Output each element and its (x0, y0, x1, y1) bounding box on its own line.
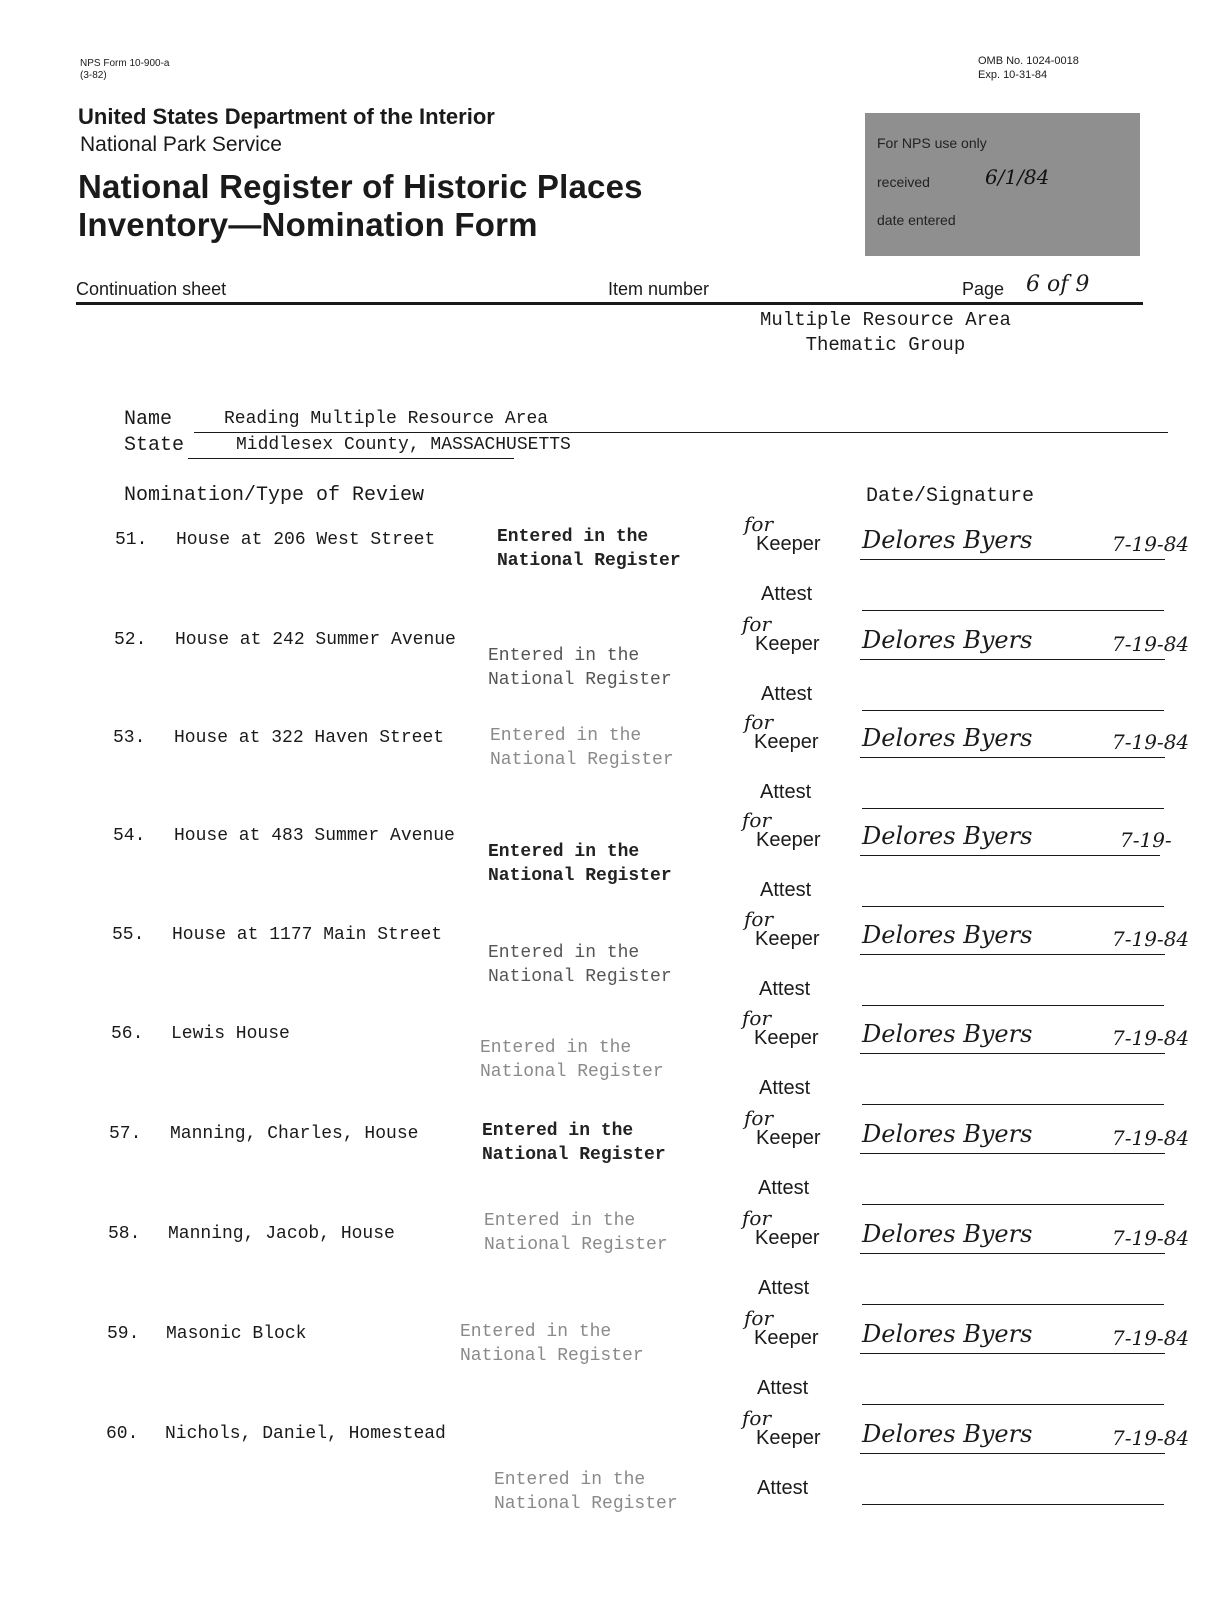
stamp-line1: Entered in the (488, 646, 640, 666)
keeper-signature: Delores Byers (862, 1120, 1033, 1148)
omb-expiry: Exp. 10-31-84 (978, 69, 1048, 81)
entry-name: House at 1177 Main Street (172, 925, 443, 945)
keeper-line (860, 954, 1165, 955)
received-value: 6/1/84 (985, 165, 1050, 189)
attest-label: Attest (760, 879, 812, 901)
for-mark: for (744, 1306, 774, 1330)
stamp-line2: National Register (460, 1346, 644, 1366)
omb-number: OMB No. 1024-0018 (978, 55, 1079, 67)
entry-name: Nichols, Daniel, Homestead (165, 1424, 446, 1444)
register-stamp (484, 1209, 668, 1257)
stamp-line1: Entered in the (480, 1038, 632, 1058)
header-rule (76, 302, 1143, 305)
entry-name: Manning, Jacob, House (168, 1224, 395, 1244)
for-mark: for (744, 1106, 774, 1130)
entry-name: House at 483 Summer Avenue (174, 826, 455, 846)
entry-number: 53. (113, 728, 146, 748)
for-mark: for (742, 612, 772, 636)
page-number: 6 of 9 (1026, 272, 1090, 297)
entry-number: 57. (109, 1124, 142, 1144)
keeper-label: Keeper (754, 731, 819, 753)
page-label: Page (962, 279, 1005, 299)
stamp-line2: National Register (488, 670, 672, 690)
register-stamp (494, 1468, 678, 1516)
form-revision: (3-82) (80, 70, 107, 81)
keeper-signature: Delores Byers (862, 626, 1033, 654)
keeper-line (860, 757, 1165, 758)
register-stamp (488, 941, 672, 989)
signature-date: 7-19-84 (1112, 1426, 1190, 1450)
stamp-line2: National Register (484, 1235, 668, 1255)
item-number-label: Item number (608, 279, 710, 299)
keeper-signature: Delores Byers (862, 921, 1033, 949)
attest-label: Attest (758, 1177, 810, 1199)
attest-label: Attest (757, 1377, 809, 1399)
keeper-signature: Delores Byers (862, 1220, 1033, 1248)
keeper-signature: Delores Byers (862, 822, 1033, 850)
for-mark: for (744, 710, 774, 734)
department-heading: United States Department of the Interior (78, 104, 495, 129)
keeper-signature: Delores Byers (862, 724, 1033, 752)
attest-line (862, 1304, 1164, 1305)
state-label: State (124, 434, 185, 457)
continuation-sheet-label: Continuation sheet (76, 279, 227, 299)
name-value: Reading Multiple Resource Area (224, 409, 549, 429)
entry-name: Lewis House (171, 1024, 290, 1044)
keeper-line (860, 855, 1160, 856)
attest-line (862, 1104, 1164, 1105)
signature-date: 7-19-84 (1112, 532, 1190, 556)
stamp-line1: Entered in the (460, 1322, 612, 1342)
entry-name: House at 242 Summer Avenue (175, 630, 456, 650)
attest-label: Attest (759, 978, 811, 1000)
keeper-label: Keeper (756, 1127, 821, 1149)
group-type (760, 308, 1011, 358)
attest-line (862, 1504, 1164, 1505)
keeper-label: Keeper (755, 1227, 820, 1249)
register-stamp (490, 724, 674, 772)
stamp-line2: National Register (494, 1494, 678, 1514)
keeper-label: Keeper (754, 1327, 819, 1349)
attest-line (862, 1005, 1164, 1006)
stamp-line1: Entered in the (484, 1211, 636, 1231)
attest-label: Attest (761, 583, 813, 605)
register-stamp (460, 1320, 644, 1368)
entry-number: 51. (115, 530, 148, 550)
entry-number: 52. (114, 630, 147, 650)
register-stamp (497, 525, 681, 573)
received-label: received (877, 174, 930, 190)
keeper-label: Keeper (755, 633, 820, 655)
attest-line (862, 710, 1164, 711)
signature-date: 7-19-84 (1112, 1326, 1190, 1350)
group-line2: Thematic Group (805, 334, 966, 356)
for-mark: for (744, 512, 774, 536)
stamp-line2: National Register (497, 551, 681, 571)
keeper-signature: Delores Byers (862, 526, 1033, 554)
nps-use-heading: For NPS use only (877, 135, 987, 151)
attest-label: Attest (761, 683, 813, 705)
entry-name: House at 322 Haven Street (174, 728, 445, 748)
keeper-line (860, 1353, 1165, 1354)
nps-use-box (865, 113, 1140, 256)
for-mark: for (742, 1006, 772, 1030)
keeper-label: Keeper (756, 1427, 821, 1449)
attest-line (862, 808, 1164, 809)
keeper-label: Keeper (756, 533, 821, 555)
stamp-line1: Entered in the (494, 1470, 646, 1490)
entry-number: 54. (113, 826, 146, 846)
for-mark: for (744, 907, 774, 931)
group-line1: Multiple Resource Area (760, 309, 1011, 331)
for-mark: for (742, 1406, 772, 1430)
stamp-line2: National Register (488, 866, 672, 886)
omb-block (978, 54, 1079, 82)
state-underline (188, 458, 514, 459)
date-entered-label: date entered (877, 212, 956, 228)
stamp-line1: Entered in the (497, 527, 649, 547)
entry-number: 59. (107, 1324, 140, 1344)
keeper-line (860, 1453, 1165, 1454)
attest-label: Attest (759, 1077, 811, 1099)
entry-name: Masonic Block (166, 1324, 307, 1344)
keeper-line (860, 1253, 1165, 1254)
signature-date: 7-19-84 (1112, 1126, 1190, 1150)
keeper-line (860, 559, 1165, 560)
stamp-line1: Entered in the (490, 726, 642, 746)
for-mark: for (742, 808, 772, 832)
signature-date: 7-19- (1120, 828, 1172, 852)
form-number: NPS Form 10-900-a (80, 58, 170, 69)
attest-line (862, 1404, 1164, 1405)
register-stamp (482, 1119, 666, 1167)
nomination-header: Nomination/Type of Review (124, 484, 425, 507)
stamp-line2: National Register (482, 1145, 666, 1165)
keeper-signature: Delores Byers (862, 1020, 1033, 1048)
signature-date: 7-19-84 (1112, 632, 1190, 656)
signature-date: 7-19-84 (1112, 1026, 1190, 1050)
keeper-line (860, 659, 1165, 660)
keeper-signature: Delores Byers (862, 1420, 1033, 1448)
attest-label: Attest (758, 1277, 810, 1299)
agency-heading: National Park Service (80, 133, 282, 156)
form-title-line1: National Register of Historic Places (78, 168, 643, 205)
signature-date: 7-19-84 (1112, 927, 1190, 951)
signature-date: 7-19-84 (1112, 730, 1190, 754)
entry-number: 56. (111, 1024, 144, 1044)
register-stamp (488, 644, 672, 692)
attest-line (862, 610, 1164, 611)
keeper-signature: Delores Byers (862, 1320, 1033, 1348)
entry-number: 55. (112, 925, 145, 945)
state-value: Middlesex County, MASSACHUSETTS (236, 435, 571, 455)
for-mark: for (742, 1206, 772, 1230)
keeper-line (860, 1153, 1165, 1154)
attest-line (862, 1204, 1164, 1205)
signature-date: 7-19-84 (1112, 1226, 1190, 1250)
attest-label: Attest (757, 1477, 809, 1499)
attest-line (862, 906, 1164, 907)
keeper-label: Keeper (756, 829, 821, 851)
register-stamp (488, 840, 672, 888)
stamp-line2: National Register (488, 967, 672, 987)
entry-name: Manning, Charles, House (170, 1124, 419, 1144)
stamp-line1: Entered in the (482, 1121, 634, 1141)
attest-label: Attest (760, 781, 812, 803)
keeper-label: Keeper (755, 928, 820, 950)
stamp-line1: Entered in the (488, 842, 640, 862)
keeper-label: Keeper (754, 1027, 819, 1049)
form-title-line2: Inventory—Nomination Form (78, 206, 538, 243)
entry-name: House at 206 West Street (176, 530, 436, 550)
name-label: Name (124, 408, 173, 431)
stamp-line2: National Register (490, 750, 674, 770)
entry-number: 60. (106, 1424, 139, 1444)
register-stamp (480, 1036, 664, 1084)
date-signature-header: Date/Signature (866, 485, 1035, 508)
form-identifier (80, 58, 169, 82)
name-underline (194, 432, 1168, 433)
entry-number: 58. (108, 1224, 141, 1244)
stamp-line1: Entered in the (488, 943, 640, 963)
stamp-line2: National Register (480, 1062, 664, 1082)
keeper-line (860, 1053, 1165, 1054)
